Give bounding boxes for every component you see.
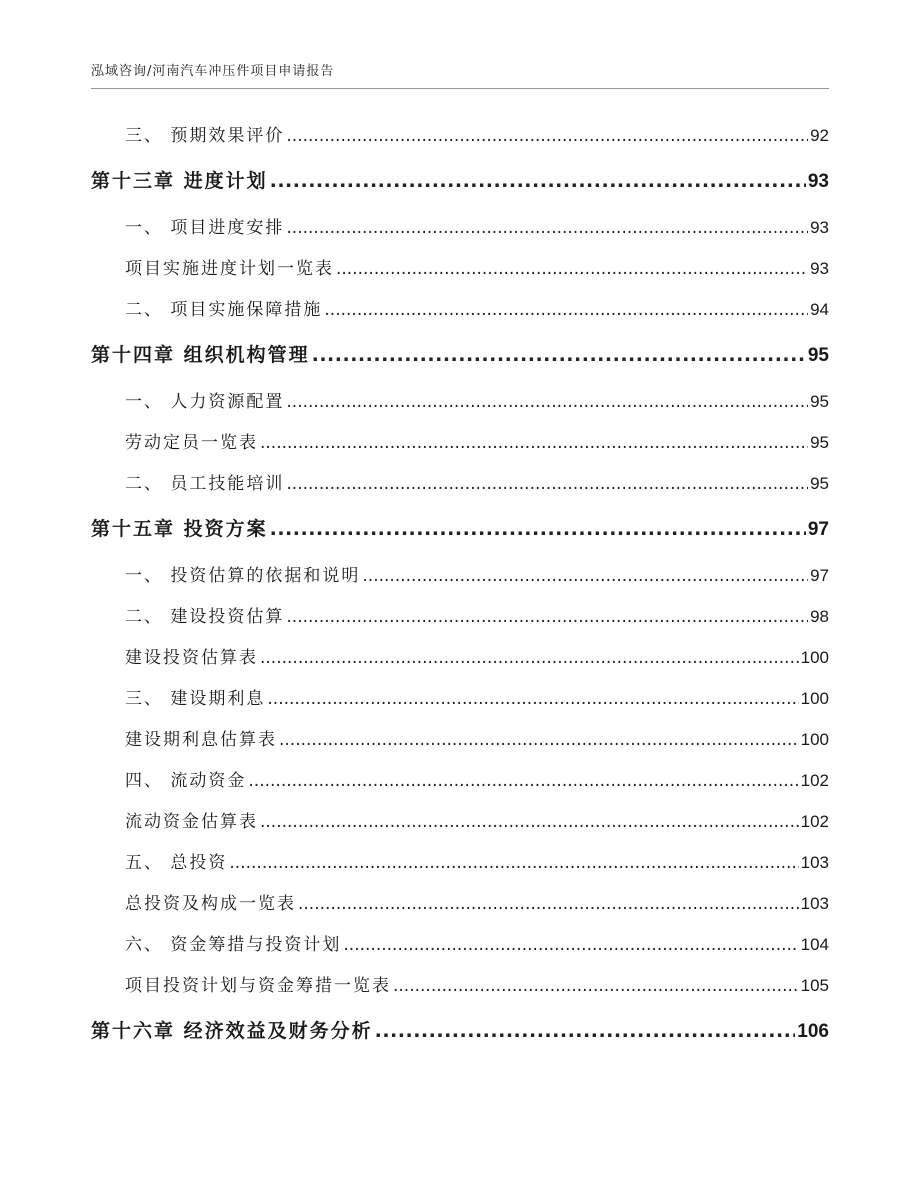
toc-entry[interactable] [91, 883, 829, 924]
toc-entry[interactable] [91, 678, 829, 719]
toc-entry-title: 四、 流动资金 [125, 771, 247, 791]
dot-leader [286, 116, 808, 157]
toc-entry-title: 总投资及构成一览表 [125, 894, 296, 914]
dot-leader [393, 966, 799, 1007]
toc-page-number: 103 [800, 853, 829, 872]
toc-entry[interactable] [91, 207, 829, 248]
toc-entry-title: 建设投资估算表 [125, 648, 258, 668]
dot-leader [279, 720, 799, 761]
toc-chapter-entry[interactable] [91, 330, 829, 381]
dot-leader [270, 504, 806, 555]
dot-leader [324, 290, 808, 331]
toc-entry-title: 三、 建设期利息 [125, 689, 266, 709]
dot-leader [248, 761, 798, 802]
toc-entry-title: 劳动定员一览表 [125, 433, 258, 453]
table-of-contents [91, 115, 829, 1057]
toc-page-number: 95 [810, 433, 829, 452]
dot-leader [343, 925, 798, 966]
toc-entry[interactable] [91, 924, 829, 965]
toc-page-number: 105 [800, 976, 829, 995]
toc-entry-title: 一、 投资估算的依据和说明 [125, 566, 361, 586]
toc-entry-title: 五、 总投资 [125, 853, 228, 873]
toc-entry[interactable] [91, 801, 829, 842]
toc-entry[interactable] [91, 965, 829, 1006]
toc-page-number: 92 [810, 126, 829, 145]
toc-entry[interactable] [91, 248, 829, 289]
dot-leader [336, 249, 808, 290]
toc-page-number: 95 [807, 345, 829, 366]
header-divider [91, 88, 829, 89]
dot-leader [260, 423, 808, 464]
toc-entry-title: 第十六章 经济效益及财务分析 [91, 1020, 373, 1042]
toc-entry[interactable] [91, 422, 829, 463]
toc-entry[interactable] [91, 760, 829, 801]
dot-leader [260, 802, 799, 843]
toc-entry-title: 一、 人力资源配置 [125, 392, 285, 412]
toc-page-number: 103 [800, 894, 829, 913]
dot-leader [260, 638, 799, 679]
dot-leader [362, 556, 808, 597]
toc-page-number: 102 [800, 771, 829, 790]
toc-page-number: 93 [810, 259, 829, 278]
running-header: 泓域咨询/河南汽车冲压件项目申请报告 [91, 64, 335, 79]
toc-entry-title: 第十三章 进度计划 [91, 170, 268, 192]
toc-page-number: 97 [807, 519, 829, 540]
toc-entry[interactable] [91, 115, 829, 156]
toc-page-number: 98 [810, 607, 829, 626]
toc-page-number: 100 [800, 730, 829, 749]
toc-chapter-entry[interactable] [91, 504, 829, 555]
toc-page-number: 100 [800, 648, 829, 667]
dot-leader [312, 330, 806, 381]
toc-entry[interactable] [91, 381, 829, 422]
toc-chapter-entry[interactable] [91, 1006, 829, 1057]
toc-entry-title: 一、 项目进度安排 [125, 218, 285, 238]
toc-page-number: 94 [810, 300, 829, 319]
toc-page-number: 95 [810, 392, 829, 411]
toc-page-number: 104 [800, 935, 829, 954]
toc-entry-title: 三、 预期效果评价 [125, 126, 285, 146]
dot-leader [286, 464, 808, 505]
toc-entry[interactable] [91, 555, 829, 596]
toc-page-number: 95 [810, 474, 829, 493]
dot-leader [267, 679, 798, 720]
toc-entry[interactable] [91, 842, 829, 883]
toc-entry-title: 二、 员工技能培训 [125, 474, 285, 494]
dot-leader [286, 208, 808, 249]
toc-entry-title: 建设期利息估算表 [125, 730, 277, 750]
toc-page-number: 93 [807, 171, 829, 192]
toc-entry[interactable] [91, 719, 829, 760]
toc-page-number: 102 [800, 812, 829, 831]
toc-page-number: 93 [810, 218, 829, 237]
dot-leader [286, 597, 808, 638]
toc-entry-title: 项目实施进度计划一览表 [125, 259, 334, 279]
toc-entry[interactable] [91, 289, 829, 330]
toc-entry-title: 二、 项目实施保障措施 [125, 300, 323, 320]
toc-entry-title: 二、 建设投资估算 [125, 607, 285, 627]
toc-chapter-entry[interactable] [91, 156, 829, 207]
toc-page-number: 106 [797, 1021, 829, 1042]
dot-leader [286, 382, 808, 423]
toc-entry-title: 流动资金估算表 [125, 812, 258, 832]
toc-entry[interactable] [91, 637, 829, 678]
dot-leader [298, 884, 799, 925]
toc-entry-title: 项目投资计划与资金筹措一览表 [125, 976, 391, 996]
toc-entry-title: 六、 资金筹措与投资计划 [125, 935, 342, 955]
dot-leader [229, 843, 798, 884]
toc-page-number: 97 [810, 566, 829, 585]
toc-page-number: 100 [800, 689, 829, 708]
toc-entry[interactable] [91, 596, 829, 637]
toc-entry[interactable] [91, 463, 829, 504]
toc-entry-title: 第十四章 组织机构管理 [91, 344, 310, 366]
toc-entry-title: 第十五章 投资方案 [91, 518, 268, 540]
dot-leader [270, 156, 806, 207]
dot-leader [375, 1006, 796, 1057]
